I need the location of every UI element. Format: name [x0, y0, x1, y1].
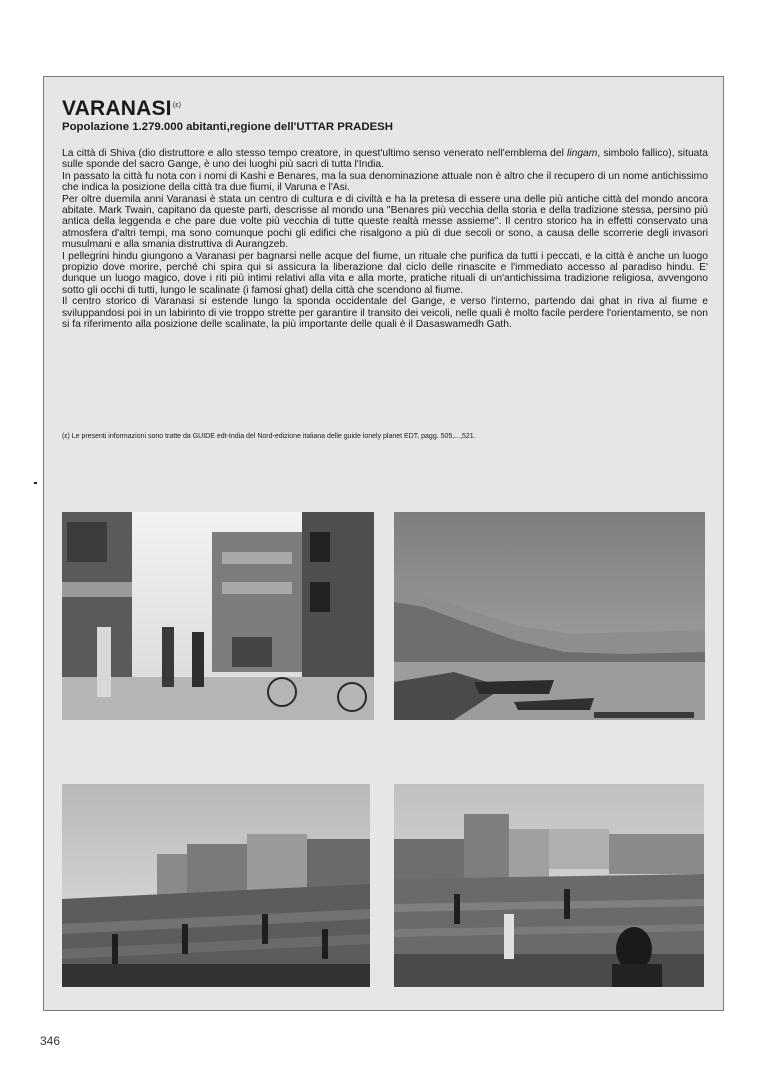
photo-street-scene: [62, 512, 374, 720]
title-footnote-marker: (ε): [172, 102, 182, 109]
paragraph-1-start: La città di Shiva (dio distruttore e allo stesso tempo creatore, in quest'ultimo senso venerato nell'emblema del: [62, 148, 568, 159]
source-footnote: (ε) Le presenti informazioni sono tratte da GUIDE edt-India del Nord-edizione italiana delle guide lonely planet EDT, pagg. 505,...,521.: [62, 433, 476, 440]
page-title: [62, 94, 181, 121]
article-body: [62, 148, 708, 331]
paragraph-2: In passato la città fu nota con i nomi di Kashi e Benares, ma la sua denominazione attuale non è altro che il recupero di un nome antichissimo che indica la posizione della città tra due fiumi, il Varuna e l'Asi.: [62, 170, 708, 194]
title-text: VARANASI: [62, 97, 172, 120]
paragraph-5: Il centro storico di Varanasi si estende lungo la sponda occidentale del Gange, e verso l'interno, partendo dai ghat in riva al fiume e sviluppandosi poi in un labirinto di vie troppo strette per garantire il transito dei veicoli, nelle quali è molto facile perdere l'orientamento, se non si fa riferimento alla posizione delle scalinate, la più importante delle quali è il Dasaswamedh Gath.: [62, 296, 708, 331]
photo-ghat-steps: [62, 784, 370, 987]
paragraph-1-end: , simbolo fallico), situata sulle sponde del sacro Gange, è uno dei luoghi più sacri di tutta l'India.: [62, 148, 708, 171]
photo-river-boats: [394, 512, 705, 720]
paragraph-3: Per oltre duemila anni Varanasi è stata un centro di cultura e di civiltà e ha la pretesa di essere una delle più antiche città del mondo ancora abitate. Mark Twain, capitano da queste parti, descrisse al mondo una "Benares più vecchia della storia e della tradizione stessa, persino più antica della leggenda e che pare due volte più vecchia di tutte queste realtà messe assieme". Il centro storico ha in effetti conservato una atmosfera d'altri tempi, ma sono comunque pochi gli edifici che risalgono a più di due secoli or sono, a causa delle scorrerie degli invasori musulmani e alla smania distruttiva di Aurangzeb.: [62, 193, 708, 251]
margin-mark: [34, 482, 37, 484]
photo-ghat-people: [394, 784, 704, 987]
paragraph-4: I pellegrini hindu giungono a Varanasi per bagnarsi nelle acque del fiume, un rituale che purifica da tutti i peccati, e la città è anche un luogo propizio dove morire, perché chi spira qui si assicura la liberazione dal ciclo delle rinascite e l'immediato accesso al paradiso hindu. E' dunque un luogo magico, dove i riti più intimi relativi alla vita e alla morte, pratiche rituali di un'antichissima tradizione religiosa, avvengono sotto gli occhi di tutti, lungo le scalinate (i famosi ghat) della città che scendono al fiume.: [62, 250, 708, 296]
page-subtitle: Popolazione 1.279.000 abitanti,regione dell'UTTAR PRADESH: [62, 121, 393, 133]
paragraph-1-emphasis: lingam: [567, 148, 598, 159]
paragraph-1: [62, 148, 708, 171]
page-number: 346: [40, 1034, 61, 1048]
